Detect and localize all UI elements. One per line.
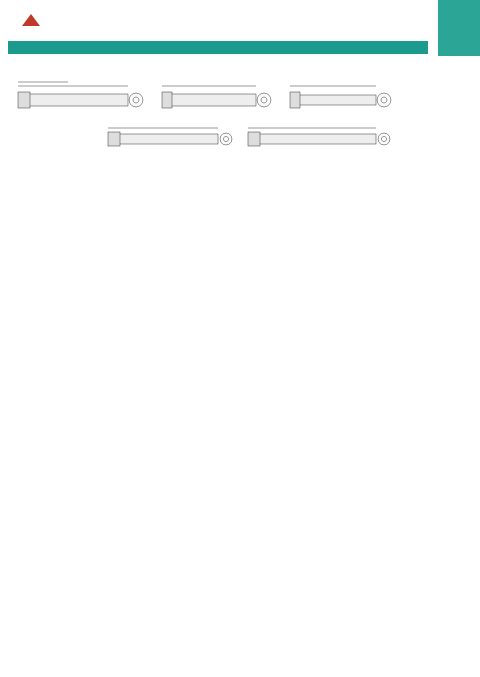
- sidebar-index: [438, 0, 480, 677]
- sidebar-header: [438, 0, 480, 56]
- drawing-type-e: [248, 128, 390, 146]
- drawing-type-a: [18, 82, 143, 108]
- table-title: [8, 185, 11, 191]
- technical-drawings: [8, 76, 428, 180]
- logo-triangle-icon: [22, 14, 40, 26]
- drawing-type-d: [108, 128, 232, 146]
- drawing-type-c: [290, 86, 391, 108]
- shank-drawings-svg: [8, 76, 428, 180]
- brand-logo: [10, 14, 52, 27]
- drawing-type-b: [162, 86, 271, 108]
- series-banner: [8, 41, 428, 54]
- series-title: [8, 46, 12, 57]
